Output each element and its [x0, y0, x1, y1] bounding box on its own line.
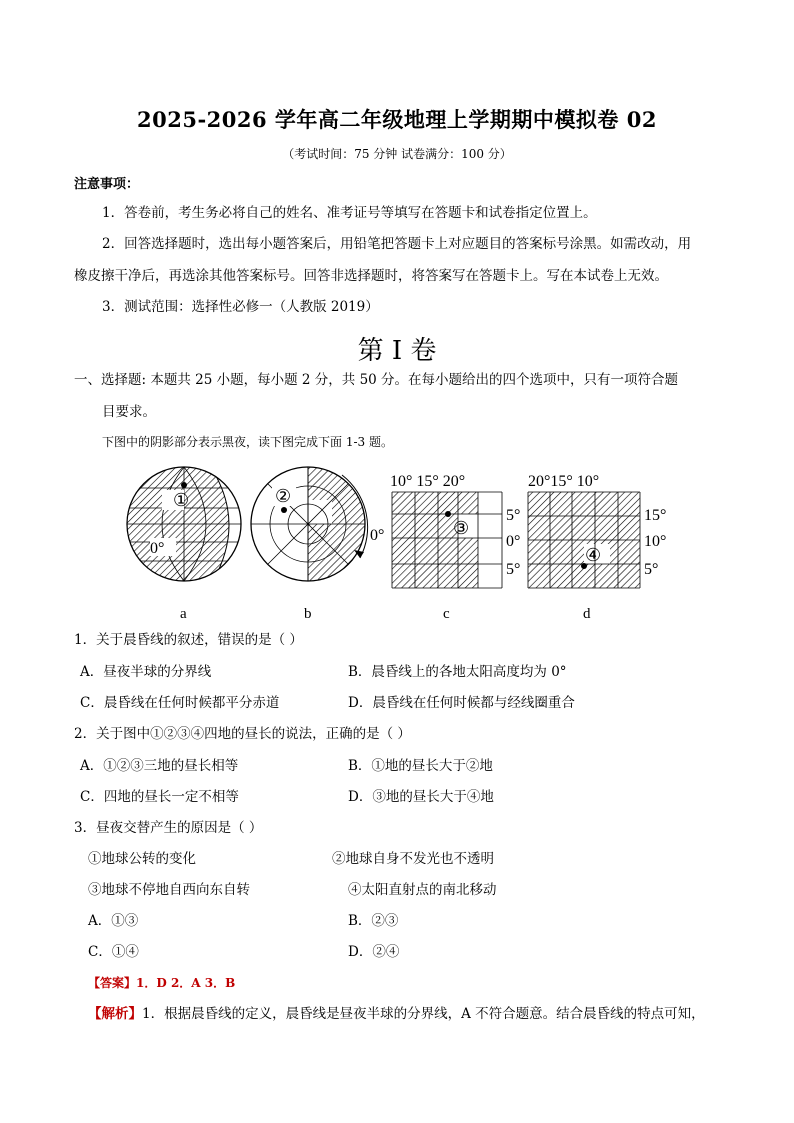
notice-item-3: 3．测试范围：选择性必修一（人教版 2019）	[102, 299, 379, 315]
q1-option-c: C．晨昏线在任何时候都平分赤道	[80, 695, 280, 711]
figure-a-mark: ①	[173, 490, 190, 510]
q3-statement-2: ②地球自身不发光也不透明	[332, 851, 494, 867]
notice-item-1: 1．答卷前，考生务必将自己的姓名、准考证号等填写在答题卡和试卷指定位置上。	[102, 205, 597, 221]
figure-d-lat-2: 10°	[644, 533, 667, 550]
figure-d-mark: ④	[585, 545, 602, 565]
q3-statement-1: ①地球公转的变化	[88, 851, 196, 867]
answer-tag: 【答案】	[88, 976, 137, 990]
notice-item-2b: 橡皮擦干净后，再选涂其他答案标号。回答非选择题时，将答案写在答题卡上。写在本试卷上无效。	[74, 268, 668, 284]
q2-option-c: C．四地的昼长一定不相等	[80, 789, 239, 805]
figure-b-lat: 0°	[370, 527, 385, 544]
q3-stem: 3．昼夜交替产生的原因是（ ）	[74, 820, 263, 836]
figure-c	[390, 473, 520, 588]
figure-c-lat-1: 5°	[506, 507, 521, 524]
section-title: 第 I 卷	[357, 336, 437, 366]
figure-c-mark: ③	[453, 518, 470, 538]
q3-statement-4: ④太阳直射点的南北移动	[348, 882, 497, 898]
figure-c-lat-3: 5°	[506, 561, 521, 578]
exam-title: 2025-2026 学年高二年级地理上学期期中模拟卷 02	[137, 107, 657, 132]
exam-subtitle: （考试时间：75 分钟 试卷满分：100 分）	[282, 147, 512, 161]
figure-c-lat-2: 0°	[506, 533, 521, 550]
figure-d-top-labels: 20°15° 10°	[528, 473, 600, 490]
analysis-text: 1．根据晨昏线的定义，晨昏线是昼夜半球的分界线，A 不符合题意。结合晨昏线的特点可知，	[142, 1006, 705, 1022]
q2-option-a: A．①②③三地的昼长相等	[80, 758, 239, 774]
notice-item-2a: 2．回答选择题时，选出每小题答案后，用铅笔把答题卡上对应题目的答案标号涂黑。如需改动，用	[102, 236, 692, 252]
figure-a	[120, 466, 260, 586]
part1-line1: 一、选择题: 本题共 25 小题，每小题 2 分，共 50 分。在每小题给出的四个选项中，只有一项符合题	[74, 372, 679, 388]
analysis-tag: 【解析】	[88, 1006, 142, 1022]
part1-intro: 下图中的阴影部分表示黑夜，读下图完成下面 1-3 题。	[102, 435, 393, 449]
figure-caption-c: c	[443, 606, 450, 622]
figure-caption-d: d	[583, 606, 591, 622]
analysis-line	[88, 1008, 705, 1022]
day-night-figures	[120, 466, 680, 626]
q1-stem: 1．关于晨昏线的叙述，错误的是（ ）	[74, 632, 303, 648]
q3-statement-3: ③地球不停地自西向东自转	[88, 882, 250, 898]
figure-b-mark: ②	[275, 486, 292, 506]
part1-line2: 目要求。	[102, 404, 156, 420]
answer-line	[88, 977, 235, 989]
q3-option-c: C．①④	[88, 944, 139, 960]
q1-option-d: D．晨昏线在任何时候都与经线圈重合	[348, 695, 575, 711]
figure-caption-b: b	[304, 606, 312, 622]
figure-b	[251, 467, 384, 581]
q2-option-b: B．①地的昼长大于②地	[348, 758, 493, 774]
q1-option-a: A．昼夜半球的分界线	[80, 664, 212, 680]
q3-option-a: A．①③	[88, 913, 139, 929]
q2-stem: 2．关于图中①②③④四地的昼长的说法，正确的是（ ）	[74, 726, 411, 742]
answer-text: 1．D 2．A 3．B	[136, 976, 236, 990]
q3-option-d: D．②④	[348, 944, 400, 960]
figure-d	[528, 473, 666, 588]
figure-d-lat-1: 15°	[644, 507, 667, 524]
figure-caption-a: a	[180, 606, 187, 622]
q1-option-b: B．晨昏线上的各地太阳高度均为 0°	[348, 664, 567, 680]
notice-heading: 注意事项：	[74, 177, 140, 192]
q3-option-b: B．②③	[348, 913, 399, 929]
figure-d-lat-3: 5°	[644, 561, 659, 578]
figure-a-lat: 0°	[150, 540, 165, 557]
q2-option-d: D．③地的昼长大于④地	[348, 789, 494, 805]
figure-c-top-labels: 10° 15° 20°	[390, 473, 466, 490]
